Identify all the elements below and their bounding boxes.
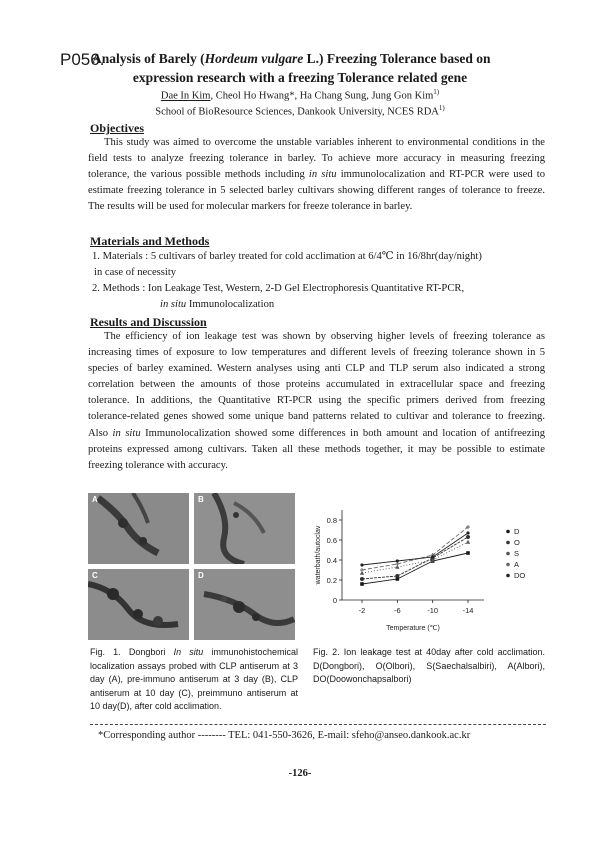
data-point-DO <box>396 559 399 562</box>
materials-item-1-cont: in case of necessity <box>94 267 177 278</box>
legend-marker-O <box>506 541 510 545</box>
results-italic: in situ <box>112 427 141 439</box>
other-authors: , Cheol Ho Hwang*, Ha Chang Sung, Jung Gon Kim <box>210 90 434 102</box>
objectives-paragraph <box>88 135 545 215</box>
y-axis-title: waterbath/autoclav <box>315 525 322 585</box>
y-tick-label: 0 <box>332 596 337 605</box>
x-tick-label: -14 <box>462 606 474 615</box>
legend-marker-D <box>506 530 510 534</box>
ion-leakage-chart <box>306 492 546 638</box>
data-point-O <box>395 574 399 578</box>
y-tick-label: 0.4 <box>326 556 337 565</box>
materials-item-2-tail: Immunolocalization <box>186 299 275 310</box>
legend-label-O: O <box>514 538 520 547</box>
micrograph-panel-b <box>194 493 295 564</box>
results-heading: Results and Discussion <box>90 315 207 329</box>
figure1-caption-italic: In situ <box>173 647 204 657</box>
x-tick-label: -10 <box>427 606 439 615</box>
materials-item-2-cont <box>92 297 545 313</box>
data-point-D <box>466 551 470 555</box>
footer-divider <box>90 724 546 725</box>
title-part-a: Analysis of Barely ( <box>92 51 205 66</box>
data-point-DO <box>360 563 363 566</box>
figure1-caption <box>90 646 298 714</box>
affiliation-superscript: 1) <box>438 104 445 112</box>
data-point-D <box>360 582 364 586</box>
results-text-a: The efficiency of ion leakage test was shown by observing higher levels of freezing tolerance as increasing times of exposure to low temperatures and different levels of freezing tolerance shown in 5 species of barley examined. Western analyses using anti CLP and TLP serum also indicated a strong correlation between the amounts of those proteins accumulated in extracellular space and freezing tolerance. In additions, the Quantitative RT-PCR using the specific primers derived from freezing tolerance-related genes showed some unique band patterns related to cultivar and tolerance to freezing. Also <box>88 331 545 439</box>
legend-label-A: A <box>514 560 520 569</box>
affiliation-text: School of BioResource Sciences, Dankook University, NCES RDA <box>155 106 439 118</box>
paper-title-line1 <box>92 51 491 67</box>
legend-label-DO: DO <box>514 571 526 580</box>
results-text-b: Immunolocalization showed some differences in both amount and location of antifreezing proteins expressed among cultivars. Taken all these methods together, it may be possible to estimate freezing tolerance with accuracy. <box>88 427 545 471</box>
x-axis-title: Temperature (℃) <box>386 625 440 632</box>
abstract-code: P056. <box>60 50 105 69</box>
corresponding-author-line: *Corresponding author -------- TEL: 041-550-3626, E-mail: sfeho@anseo.dankook.ac.kr <box>98 730 471 741</box>
data-point-DO <box>466 531 469 534</box>
data-point-O <box>466 535 470 539</box>
panel-label-a: A <box>92 495 98 504</box>
objectives-text-b: immunolocalization and RT-PCR were used to estimate freezing tolerance in 5 selected barley cultivars showing different ranges of tolerance to freeze. The results will be used for molecular markers for freeze tolerance in barley. <box>88 169 546 213</box>
legend-marker-A <box>506 563 510 567</box>
y-tick-label: 0.6 <box>326 536 337 545</box>
results-paragraph <box>88 329 545 474</box>
y-tick-label: 0.2 <box>326 576 337 585</box>
paper-title-line2: expression research with a freezing Tolerance related gene <box>132 70 468 85</box>
data-point-O <box>360 577 364 581</box>
affiliation <box>0 104 600 118</box>
figure1-caption-a: Fig. 1. Dongbori <box>90 647 174 657</box>
first-author: Dae In Kim <box>160 90 211 102</box>
figure1-caption-b: immunohistochemical localization assays probed with CLP antiserum at 3 day (A), pre-immuno antiserum at 3 day (B), CLP antiserum at 10 day (C), preimmuno antiserum at 10 day(D), after cold acclimation. <box>90 647 298 711</box>
micrograph-panel-c <box>88 569 189 640</box>
materials-heading: Materials and Methods <box>90 234 210 248</box>
y-tick-label: 0.8 <box>326 516 337 525</box>
legend-label-D: D <box>514 527 520 536</box>
x-tick-label: -2 <box>358 606 366 615</box>
materials-italic: in situ <box>160 299 187 310</box>
title-part-b: L.) Freezing Tolerance based on <box>303 51 491 66</box>
author-list <box>0 88 600 102</box>
materials-list <box>92 249 545 313</box>
data-point-S <box>466 540 470 544</box>
legend-marker-DO <box>506 574 510 578</box>
objectives-heading: Objectives <box>90 121 144 135</box>
author-superscript: 1) <box>433 88 440 96</box>
micrograph-panel-a <box>88 493 189 564</box>
panel-label-c: C <box>92 571 98 580</box>
legend-marker-S <box>506 552 510 556</box>
materials-item-1: 1. Materials : 5 cultivars of barley treated for cold acclimation at 6/4℃ in 16/8hr(day/night) <box>92 251 482 262</box>
objectives-text-a: This study was aimed to overcome the unstable variables inherent to environmental conditions in the field tests to analyze freezing tolerance in barley. To achieve more accuracy in measuring freezing tolerance, the various possible methods including <box>88 137 545 181</box>
x-tick-label: -6 <box>393 606 401 615</box>
chart-svg <box>306 492 546 638</box>
data-point-A <box>360 568 364 572</box>
page-number: -126- <box>288 768 312 779</box>
series-line-D <box>362 553 468 584</box>
materials-item-2: 2. Methods : Ion Leakage Test, Western, 2-D Gel Electrophoresis Quantitative RT-PCR, <box>92 283 465 294</box>
title-species-name: Hordeum vulgare <box>204 51 304 66</box>
figure1-micrographs <box>88 493 295 641</box>
panel-label-b: B <box>198 495 204 504</box>
figure2-caption: Fig. 2. Ion leakage test at 40day after cold acclimation. D(Dongbori), O(Olbori), S(Saechalsalbiri), A(Albori), DO(Doowonchapsalbori) <box>313 647 545 684</box>
micrograph-panel-d <box>194 569 295 640</box>
series-line-DO <box>362 533 468 565</box>
legend-label-S: S <box>514 549 520 558</box>
panel-label-d: D <box>198 571 204 580</box>
data-point-DO <box>431 555 434 558</box>
objectives-italic: in situ <box>308 169 337 181</box>
